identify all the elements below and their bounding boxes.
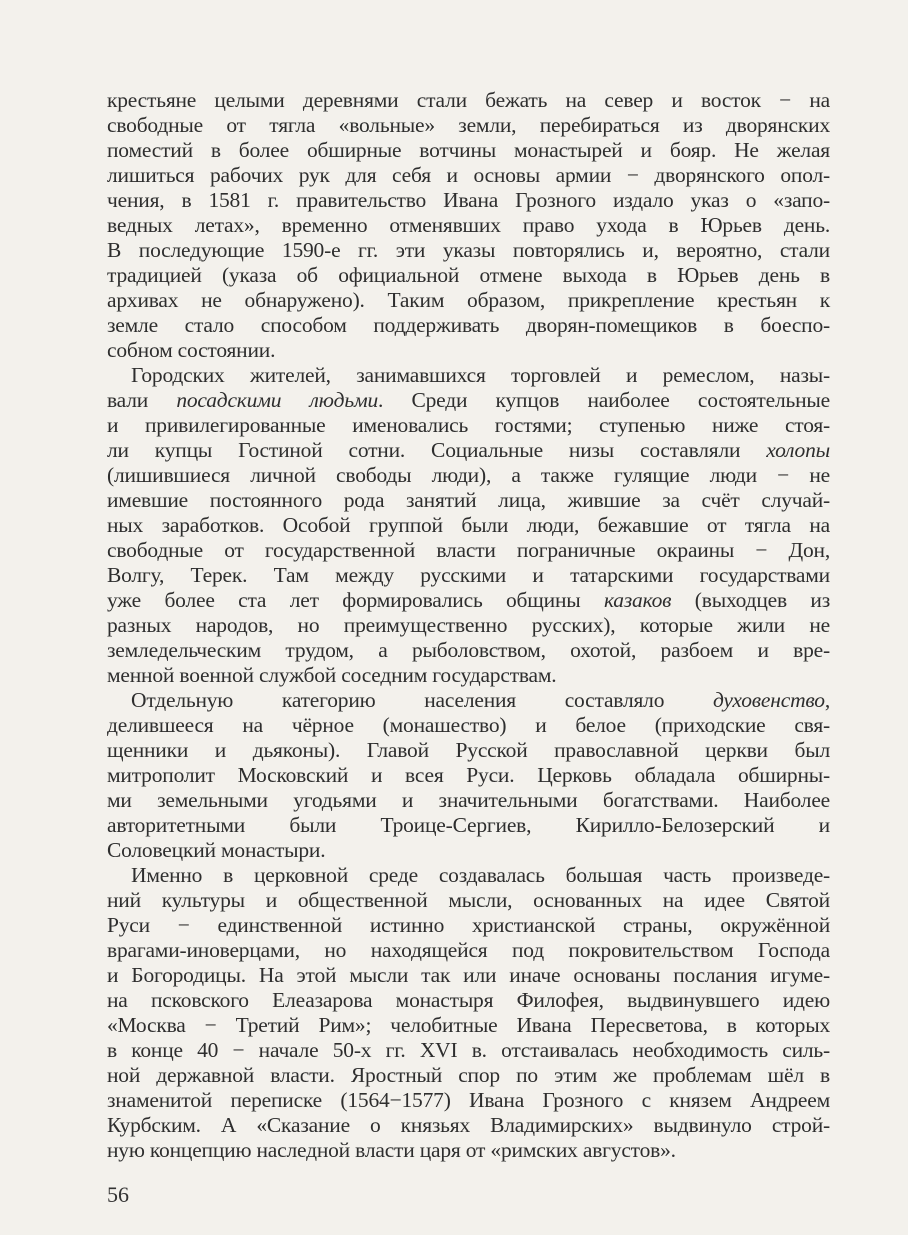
- text-segment: ных заработков. Особой группой были люди, бежавшие от тягла на: [107, 513, 830, 537]
- italic-term: духовенство: [712, 688, 825, 712]
- page-number: 56: [107, 1182, 129, 1207]
- text-segment: и привилегированные именовались гостями; ступенью ниже стоя-: [107, 413, 830, 437]
- text-segment: и Богородицы. На этой мысли так или иначе основаны послания игуме-: [107, 963, 830, 987]
- text-segment: знаменитой переписке (1564−1577) Ивана Грозного с князем Андреем: [107, 1088, 830, 1112]
- text-segment: земледельческим трудом, а рыболовством, охотой, разбоем и вре-: [107, 638, 830, 662]
- text-segment: ми земельными угодьями и значительными богатствами. Наиболее: [107, 788, 830, 812]
- text-line: [107, 813, 830, 838]
- text-segment: ли купцы Гостиной сотни. Социальные низы составляли: [107, 438, 767, 462]
- text-segment: митрополит Московский и всея Руси. Церковь обладала обширны-: [107, 763, 830, 787]
- text-segment: уже более ста лет формировались общины: [107, 588, 604, 612]
- text-line: [107, 838, 830, 863]
- text-line: [107, 163, 830, 188]
- paragraph: [107, 88, 830, 363]
- text-line: [107, 613, 830, 638]
- text-line: [107, 1038, 830, 1063]
- text-segment: разных народов, но преимущественно русских), которые жили не: [107, 613, 830, 637]
- paragraph: [107, 688, 830, 863]
- text-line: [107, 863, 830, 888]
- text-segment: свободные от государственной власти пограничные окраины − Дон,: [107, 538, 830, 562]
- text-line: [107, 663, 830, 688]
- text-segment: ной державной власти. Яростный спор по этим же проблемам шёл в: [107, 1063, 830, 1087]
- text-segment: Волгу, Терек. Там между русскими и татарскими государствами: [107, 563, 830, 587]
- text-segment: Именно в церковной среде создавалась большая часть произведе-: [131, 863, 830, 887]
- text-segment: имевшие постоянного рода занятий лица, жившие за счёт случай-: [107, 488, 830, 512]
- text-segment: врагами-иноверцами, но находящейся под покровительством Господа: [107, 938, 830, 962]
- text-segment: . Среди купцов наиболее состоятельные: [378, 388, 830, 412]
- text-segment: (выходцев из: [671, 588, 831, 612]
- text-line: [107, 463, 830, 488]
- text-segment: на псковского Елеазарова монастыря Филофея, выдвинувшего идею: [107, 988, 830, 1012]
- text-segment: Городских жителей, занимавшихся торговлей и ремеслом, назы-: [131, 363, 830, 387]
- text-segment: ную концепцию наследной власти царя от «римских августов».: [107, 1138, 676, 1162]
- text-line: [107, 763, 830, 788]
- text-segment: Курбским. А «Сказание о князьях Владимирских» выдвинуло строй-: [107, 1113, 830, 1137]
- text-segment: Соловецкий монастыри.: [107, 838, 326, 862]
- text-line: [107, 513, 830, 538]
- text-segment: менной военной службой соседним государствам.: [107, 663, 557, 687]
- text-line: [107, 1063, 830, 1088]
- text-segment: земле стало способом поддерживать дворян-помещиков в боеспо-: [107, 313, 830, 337]
- text-line: [107, 138, 830, 163]
- text-line: [107, 638, 830, 663]
- text-line: [107, 563, 830, 588]
- text-line: [107, 488, 830, 513]
- text-line: [107, 188, 830, 213]
- text-line: [107, 238, 830, 263]
- text-line: [107, 538, 830, 563]
- text-segment: ,: [824, 688, 830, 712]
- text-line: [107, 888, 830, 913]
- text-line: [107, 363, 830, 388]
- paragraph: [107, 863, 830, 1163]
- italic-term: посадскими людьми: [176, 388, 379, 412]
- text-segment: (лишившиеся личной свободы люди), а также гулящие люди − не: [107, 463, 830, 487]
- text-line: [107, 688, 830, 713]
- text-line: [107, 1113, 830, 1138]
- text-line: [107, 88, 830, 113]
- text-line: [107, 588, 830, 613]
- text-segment: традицией (указа об официальной отмене выхода в Юрьев день в: [107, 263, 830, 287]
- text-line: [107, 913, 830, 938]
- text-line: [107, 713, 830, 738]
- text-segment: собном состоянии.: [107, 338, 276, 362]
- text-segment: поместий в более обширные вотчины монастырей и бояр. Не желая: [107, 138, 830, 162]
- text-segment: ведных летах», временно отменявших право ухода в Юрьев день.: [107, 213, 830, 237]
- text-segment: крестьяне целыми деревнями стали бежать на север и восток − на: [107, 88, 830, 112]
- text-line: [107, 1088, 830, 1113]
- text-line: [107, 738, 830, 763]
- text-line: [107, 938, 830, 963]
- text-segment: чения, в 1581 г. правительство Ивана Грозного издало указ о «запо-: [107, 188, 830, 212]
- text-line: [107, 213, 830, 238]
- text-line: [107, 438, 830, 463]
- text-segment: архивах не обнаружено). Таким образом, прикрепление крестьян к: [107, 288, 830, 312]
- text-line: [107, 313, 830, 338]
- text-segment: Руси − единственной истинно христианской страны, окружённой: [107, 913, 830, 937]
- text-segment: вали: [107, 388, 177, 412]
- text-segment: в конце 40 − начале 50-х гг. XVI в. отстаивалась необходимость силь-: [107, 1038, 830, 1062]
- text-line: [107, 963, 830, 988]
- text-segment: авторитетными были Троице-Сергиев, Кирилло-Белозерский и: [107, 813, 830, 837]
- italic-term: холопы: [766, 438, 830, 462]
- text-line: [107, 413, 830, 438]
- text-segment: лишиться рабочих рук для себя и основы армии − дворянского опол-: [107, 163, 830, 187]
- paragraph: [107, 363, 830, 688]
- text-segment: ний культуры и общественной мысли, основанных на идее Святой: [107, 888, 830, 912]
- text-segment: В последующие 1590-е гг. эти указы повторялись и, вероятно, стали: [107, 238, 830, 262]
- text-line: [107, 338, 830, 363]
- text-line: [107, 388, 830, 413]
- text-line: [107, 113, 830, 138]
- page-text-body: [107, 88, 830, 1163]
- text-segment: щенники и дьяконы). Главой Русской православной церкви был: [107, 738, 830, 762]
- text-line: [107, 288, 830, 313]
- text-line: [107, 788, 830, 813]
- text-segment: Отдельную категорию населения составляло: [131, 688, 713, 712]
- text-line: [107, 988, 830, 1013]
- text-line: [107, 1013, 830, 1038]
- text-segment: свободные от тягла «вольные» земли, перебираться из дворянских: [107, 113, 830, 137]
- text-line: [107, 263, 830, 288]
- italic-term: казаков: [603, 588, 672, 612]
- text-segment: «Москва − Третий Рим»; челобитные Ивана Пересветова, в которых: [107, 1013, 830, 1037]
- text-line: [107, 1138, 830, 1163]
- text-segment: делившееся на чёрное (монашество) и белое (приходские свя-: [107, 713, 830, 737]
